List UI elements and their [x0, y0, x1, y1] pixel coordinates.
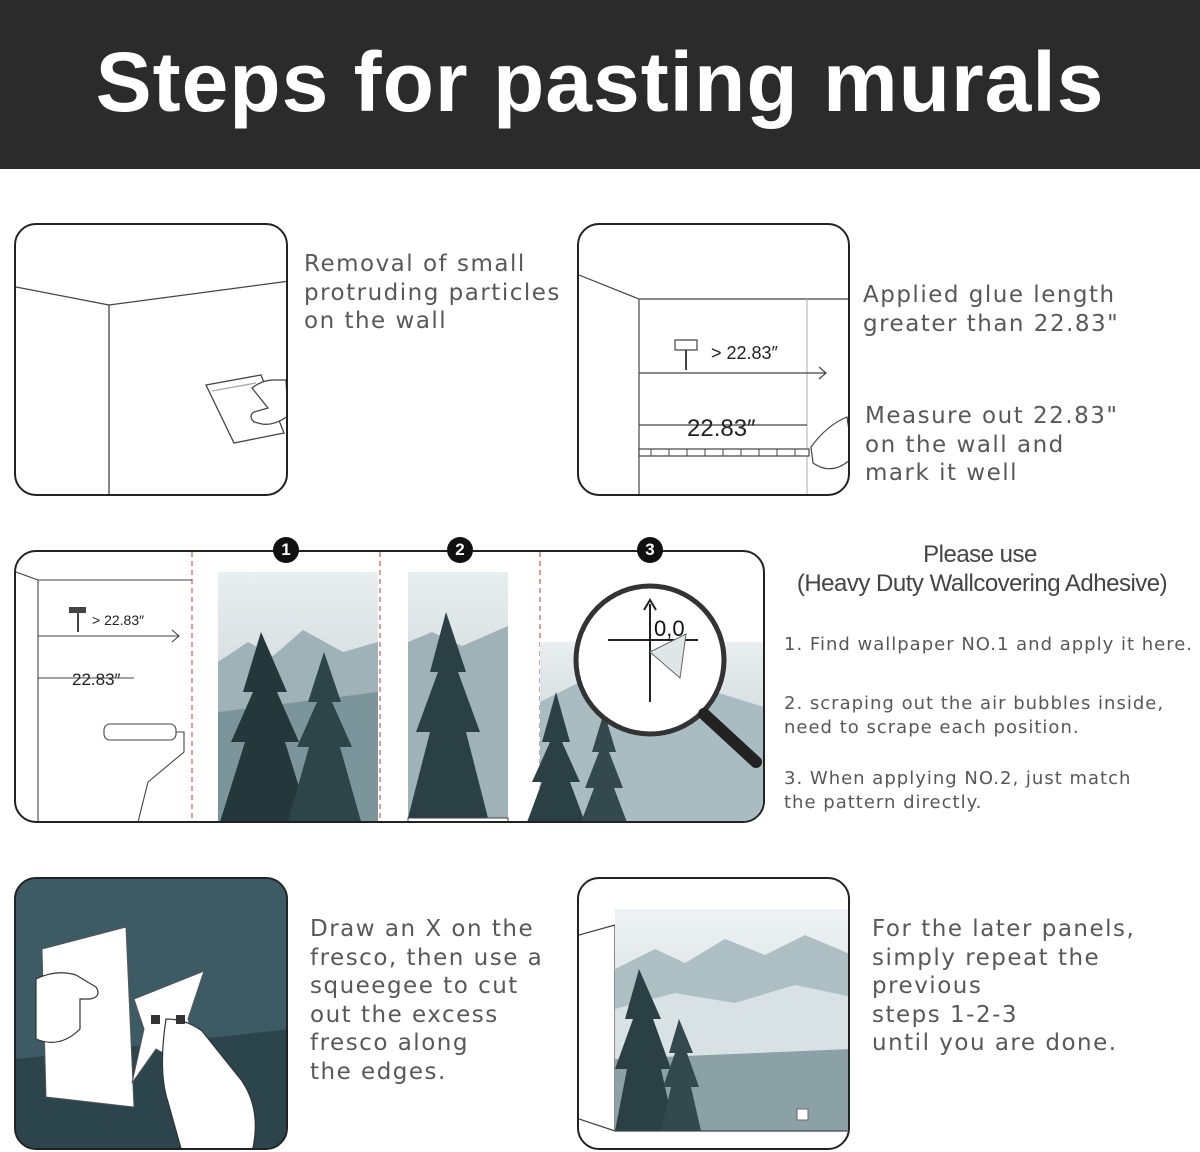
step2-measure-text: Measure out 22.83" on the wall and mark it well: [865, 403, 1119, 486]
page-title: Steps for pasting murals: [95, 35, 1105, 129]
step5-text: For the later panels, simply repeat the previous steps 1-2-3 until you are done.: [872, 916, 1136, 1056]
step5-illustration: [577, 877, 850, 1150]
step2-glue-text: Applied glue length greater than 22.83": [863, 282, 1120, 337]
step3-note-1: 1. Find wallpaper NO.1 and apply it here.: [784, 634, 1194, 655]
step-badge-3: 3: [637, 537, 663, 563]
adhesive-line-1: Please use: [923, 541, 1037, 568]
header-banner: [0, 0, 1200, 169]
measure-length-label: 22.83″: [687, 415, 756, 442]
finished-mural-drawing: [579, 879, 850, 1150]
apply-panels-drawing: [16, 552, 765, 823]
step3-measure-label: 22.83″: [72, 670, 121, 689]
step4-text: Draw an X on the fresco, then use a squeegee to cut out the excess fresco along the edges.: [310, 916, 544, 1085]
step2-illustration: [577, 223, 850, 496]
step3-note-2: 2. scraping out the air bubbles inside, need to scrape each position.: [784, 693, 1165, 738]
wall-corner-scraper-drawing: [16, 225, 288, 496]
trim-edges-drawing: [16, 879, 288, 1150]
step4-illustration: [14, 877, 288, 1150]
step-badge-1: 1: [273, 537, 299, 563]
origin-label: 0,0: [654, 616, 685, 641]
step1-illustration: [14, 223, 288, 496]
glue-length-label: > 22.83″: [711, 343, 778, 363]
step3-illustration: [14, 550, 765, 823]
step3-glue-label: > 22.83″: [92, 612, 145, 628]
step3-note-3: 3. When applying NO.2, just match the pattern directly.: [784, 768, 1132, 813]
step1-text: Removal of small protruding particles on the wall: [304, 251, 561, 334]
step-badge-2: 2: [447, 537, 473, 563]
adhesive-line-2: (Heavy Duty Wallcovering Adhesive): [796, 570, 1168, 597]
